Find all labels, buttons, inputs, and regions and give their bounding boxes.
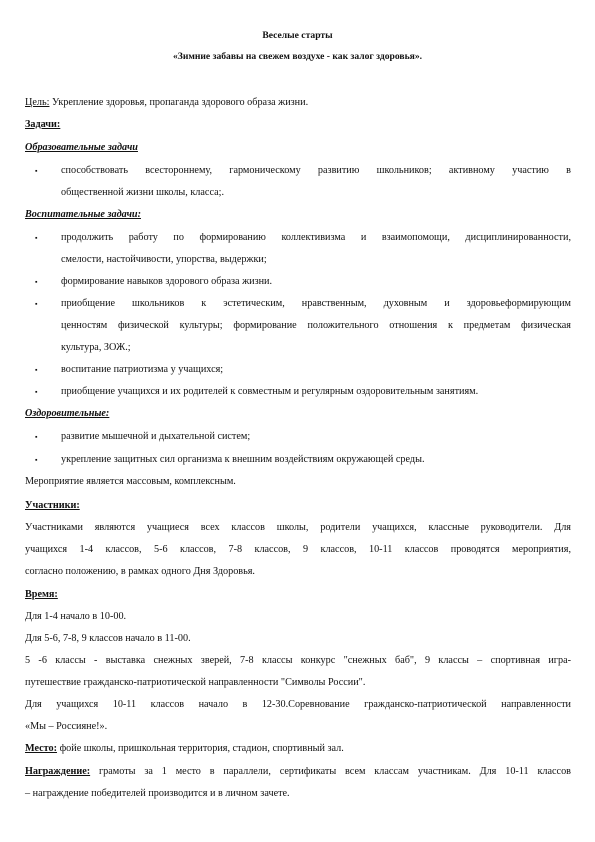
award-text: грамоты за 1 место в параллели, сертификаты всем классам участникам. Для 10-11 классов xyxy=(90,766,571,777)
bullet-icon: ▪ xyxy=(35,456,38,464)
upbringing-item-2: формирование навыков здорового образа жизни. xyxy=(61,276,273,287)
time-line-5: Для учащихся 10-11 классов начало в 12-30.Соревнование гражданско-патриотической направленности xyxy=(25,699,571,710)
participants-line-3: согласно положению, в рамках одного Дня Здоровья. xyxy=(25,566,255,577)
health-item-1: развитие мышечной и дыхательной систем; xyxy=(61,431,251,442)
health-item-2: укрепление защитных сил организма к внешним воздействиям окружающей среды. xyxy=(61,454,425,465)
time-line-6: «Мы – Россияне!». xyxy=(25,721,108,732)
participants-label: Участники: xyxy=(25,500,80,511)
award-line-2: – награждение победителей производится и в личном зачете. xyxy=(25,788,290,799)
bullet-icon: ▪ xyxy=(35,278,38,286)
health-heading: Оздоровительные: xyxy=(25,408,110,419)
upbringing-item-1-line-1: продолжить работу по формированию коллективизма и взаимопомощи, дисциплинированности, xyxy=(61,232,571,243)
bullet-icon: ▪ xyxy=(35,167,38,175)
event-type xyxy=(25,476,236,487)
place-label: Место: xyxy=(25,743,58,754)
tasks-label: Задачи: xyxy=(25,119,61,130)
event-type-text: Мероприятие является массовым, комплексным. xyxy=(25,476,236,487)
bullet-icon: ▪ xyxy=(35,300,38,308)
time-line-2: Для 5-6, 7-8, 9 классов начало в 11-00. xyxy=(25,633,191,644)
upbringing-item-3-line-3: культура, ЗОЖ.; xyxy=(61,342,131,353)
edu-item-1-line-2: общественной жизни школы, класса;. xyxy=(61,187,224,198)
time-line-4: путешествие гражданско-патриотической направленности "Символы России". xyxy=(25,677,366,688)
place-text: фойе школы, пришкольная территория, стадион, спортивный зал. xyxy=(57,743,344,754)
time-label: Время: xyxy=(25,589,58,600)
bullet-icon: ▪ xyxy=(35,366,38,374)
goal-text: Укрепление здоровья, пропаганда здорового образа жизни. xyxy=(49,97,309,108)
time-line-1: Для 1-4 начало в 10-00. xyxy=(25,611,127,622)
participants-line-2: учащихся 1-4 классов, 5-6 классов, 7-8 классов, 9 классов, 10-11 классов проводятся мероприятия, xyxy=(25,544,571,555)
document-title: Веселые старты xyxy=(262,30,333,41)
goal-line xyxy=(25,97,308,108)
upbringing-item-5: приобщение учащихся и их родителей к совместным и регулярным оздоровительным занятиям. xyxy=(61,386,479,397)
bullet-icon: ▪ xyxy=(35,433,38,441)
upbringing-item-3-line-1: приобщение школьников к эстетическим, нравственным, духовным и здоровьеформирующим xyxy=(61,298,571,309)
edu-heading: Образовательные задачи xyxy=(25,142,138,153)
upbringing-item-3-line-2: ценностям физической культуры; формирование положительного отношения к предметам физическая xyxy=(61,320,571,331)
bullet-icon: ▪ xyxy=(35,234,38,242)
upbringing-heading: Воспитательные задачи: xyxy=(25,209,141,220)
document-subtitle: «Зимние забавы на свежем воздухе - как залог здоровья». xyxy=(172,51,423,62)
goal-label: Цель: xyxy=(25,97,50,108)
bullet-icon: ▪ xyxy=(35,388,38,396)
time-line-3: 5 -6 классы - выставка снежных зверей, 7-8 классы конкурс "снежных баб", 9 классы – спортивная игра- xyxy=(25,655,571,666)
award-line-1 xyxy=(25,766,571,777)
edu-item-1-line-1: способствовать всестороннему, гармоническому развитию школьников; активному участию в xyxy=(61,165,571,176)
place-line xyxy=(25,743,344,754)
upbringing-item-4: воспитание патриотизма у учащихся; xyxy=(61,364,224,375)
award-label: Награждение: xyxy=(25,766,91,777)
participants-line-1: Участниками являются учащиеся всех классов школы, родители учащихся, классные руководители. Для xyxy=(25,522,571,533)
upbringing-item-1-line-2: смелости, настойчивости, упорства, выдержки; xyxy=(61,254,267,265)
